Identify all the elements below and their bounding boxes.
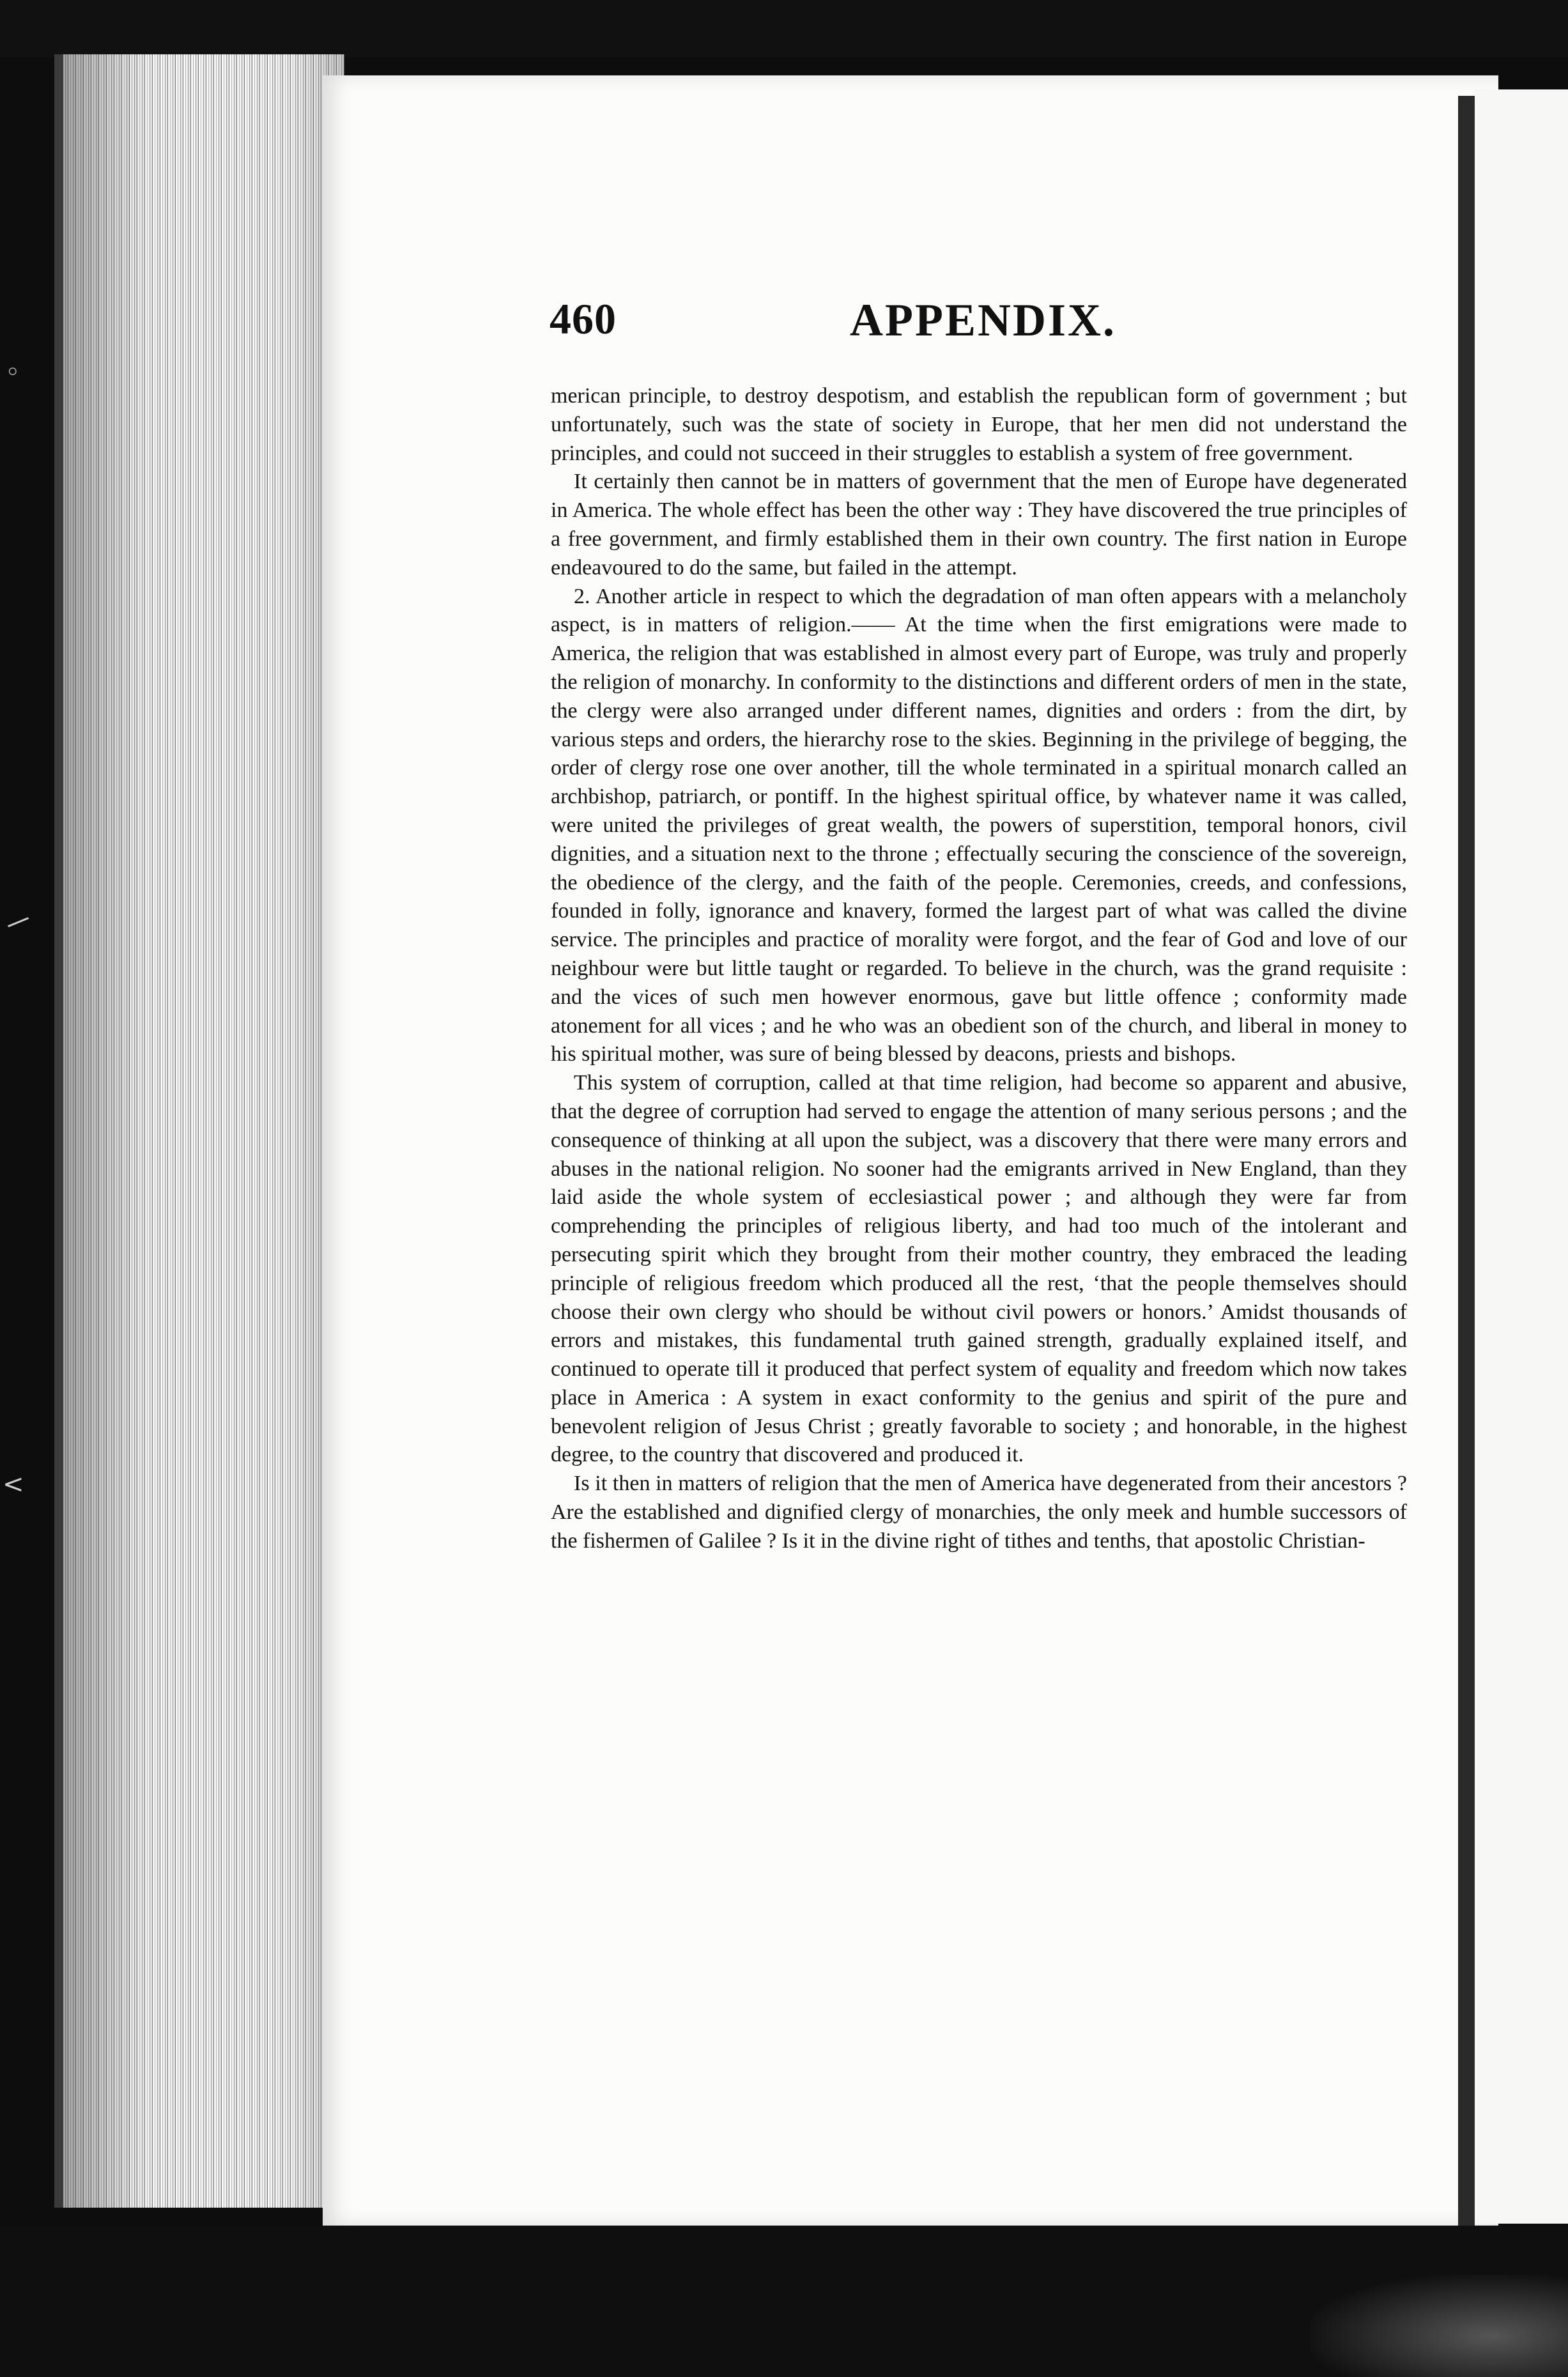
running-head [550,294,1418,364]
scan-speck: / [4,909,33,935]
paragraph: This system of corruption, called at that time religion, had become so apparent and abusive, that the degree of corruption had served to engage the attention of many serious persons ; and the consequence of thinking at all upon the subject, was a discovery that there were many errors and abuses in the national religion. No sooner had the emigrants arrived in New England, than they laid aside the whole system of ecclesiastical power ; and although they were far from comprehending the principles of religious liberty, and had too much of the intolerant and persecuting spirit which they brought from their mother country, they embraced the leading principle of religious freedom which produced all the rest, ‘that the people themselves should choose their own clergy who should be without civil powers or honors.’ Amidst thousands of errors and mistakes, this fundamental truth gained strength, gradually explained itself, and continued to operate till it produced that perfect system of equality and freedom which now takes place in America : A system in exact conformity to the genius and spirit of the pure and benevolent religion of Jesus Christ ; greatly favorable to society ; and honorable, in the highest degree, to the country that discovered and produced it. [551,1071,1407,1467]
body-text [551,382,1407,1556]
page-number: 460 [550,295,617,343]
scan-smudge [1310,2275,1568,2377]
scan-background-top [0,0,1568,58]
paragraph: Is it then in matters of religion that the men of America have degenerated from their ancestors ? Are the established and dignified clergy of monarchies, the only meek and humble successors of the fishermen of Galilee ? Is it in the divine right of tithes and tenths, that apostolic Christian- [551,1472,1407,1553]
paragraph: 2. Another article in respect to which the degradation of man often appears with a melancholy aspect, is in matters of religion.—— At the time when the first emigrations were made to America, the religion that was established in almost every part of Europe, was truly and properly the religion of monarchy. In conformity to the distinctions and different orders of men in the state, the clergy were also arranged under different names, dignities and orders : from the dirt, by various steps and orders, the hierarchy rose to the skies. Beginning in the privilege of begging, the order of clergy rose one over another, till the whole terminated in a spiritual monarch called an archbishop, patriarch, or pontiff. In the highest spiritual office, by whatever name it was called, were united the privileges of great wealth, the powers of superstition, temporal honors, civil dignities, and a situation next to the throne ; effectually securing the conscience of the sovereign, the obedience of the clergy, and the faith of the people. Ceremonies, creeds, and confessions, founded in folly, ignorance and knavery, formed the largest part of what was called the divine service. The principles and practice of morality were forgot, and the fear of God and love of our neighbour were but little taught or regarded. To believe in the church, was the grand requisite : and the vices of such men however enormous, gave but little offence ; conformity made atonement for all vices ; and he who was an obedient son of the church, and liberal in money to his spiritual mother, was sure of being blessed by deacons, priests and bishops. [551,584,1407,1066]
book-fore-edge [54,54,344,2208]
paragraph: It certainly then cannot be in matters of government that the men of Europe have degenerated in America. The whole effect has been the other way : They have discovered the true principles of a free government, and firmly established them in their own country. The first nation in Europe endeavoured to do the same, but failed in the attempt. [551,470,1407,580]
scan-speck: < [3,1470,24,1499]
section-title: APPENDIX. [850,295,1116,346]
adjacent-page-edge [1475,89,1568,2224]
scan-speck: ◦ [5,358,20,387]
page-gutter [1458,96,1475,2256]
paragraph: merican principle, to destroy despotism, and establish the republican form of government ; but unfortunately, such was the state of society in Europe, that her men did not understand the principles, and could not succeed in their struggles to establish a system of free government. [551,384,1407,465]
